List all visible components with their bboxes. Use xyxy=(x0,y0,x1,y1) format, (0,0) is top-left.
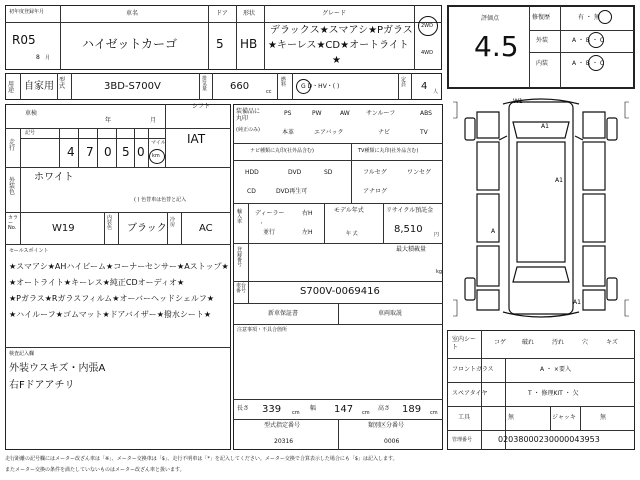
reg-month: 8 xyxy=(36,54,40,61)
car-name-label: 車名 xyxy=(126,10,139,17)
recycle-label: リサイクル預託金 xyxy=(386,207,434,214)
mark-w1: W1 xyxy=(513,98,523,105)
model-year-unit: 年 式 xyxy=(346,231,358,237)
class-no-label: 類別区分番号 xyxy=(368,422,405,429)
max-load-label: 最大積載量 xyxy=(396,246,427,253)
color-label: 外装色 xyxy=(9,177,16,196)
recycle-unit: 円 xyxy=(434,232,440,238)
chassis-label: 車台番号 xyxy=(236,283,247,294)
recycle-fee: 8,510 xyxy=(394,224,423,235)
type-no-label: 型式指定番号 xyxy=(264,422,301,429)
repair-none-circle xyxy=(598,10,612,24)
seat-hole: 穴 xyxy=(582,339,589,346)
navi-type-label: ナビ種類に丸印(社外品含む) xyxy=(250,148,314,154)
capacity-unit: 人 xyxy=(433,89,439,95)
navi-dvd: DVD xyxy=(288,169,302,176)
class-no: 0006 xyxy=(384,438,400,445)
equip-airbag: エアバック xyxy=(314,129,344,136)
tool-label: 工具 xyxy=(458,414,471,421)
mark-a1-rear: A1 xyxy=(573,299,581,306)
equip-pw: PW xyxy=(312,110,322,117)
width-label: 幅 xyxy=(310,405,317,412)
mgmt-no: 02038000230000043953 xyxy=(498,435,600,444)
ac: AC xyxy=(199,223,213,234)
odo-digit-1: 4 xyxy=(67,145,75,159)
model-label: 型式 xyxy=(59,77,66,90)
length: 339 xyxy=(262,404,282,415)
use-value: 自家用 xyxy=(24,81,54,92)
score-label: 評価点 xyxy=(481,15,500,22)
max-load-unit: kg xyxy=(436,269,443,275)
import-dealer: ディーラー xyxy=(255,210,285,217)
width-unit: cm xyxy=(362,410,370,416)
odo-sub-label: 記号 xyxy=(25,130,36,136)
spare-value: T ・ 修理KIT ・ 欠 xyxy=(528,390,579,397)
length-label: 長さ xyxy=(237,405,250,412)
regno-label: 登録番号 xyxy=(237,247,243,268)
model-year-label: モデル年式 xyxy=(334,207,364,214)
capacity: 4 xyxy=(421,81,428,92)
color-note: ( ) 色替車は色替と記入 xyxy=(134,197,187,203)
mark-a-left: A xyxy=(491,228,496,235)
color-no-label: カラー No. xyxy=(8,215,19,231)
equip-label: 装備品に丸印 xyxy=(236,108,261,123)
odo-unit-mile: マイル xyxy=(151,140,166,146)
fuel-options: G D・HV・( ) xyxy=(301,83,340,90)
int-color: ブラック xyxy=(127,223,167,234)
int-options: A ・ B ・ C xyxy=(572,60,605,67)
sales-line-4: ★ハイルーフ★ゴムマット★ドアバイザー★撥水シート★ xyxy=(9,310,212,319)
equip-tv: TV xyxy=(420,129,428,136)
chassis-no: S700V-0069416 xyxy=(300,286,380,297)
capacity-label: 定員 xyxy=(401,77,407,88)
sales-label: セールスポイント xyxy=(9,248,49,254)
height-unit: cm xyxy=(430,410,438,416)
remark-label: 注意事項・不具合箇所 xyxy=(237,327,288,333)
reg-date-label: 初年度登録年月 xyxy=(9,9,45,15)
jack-label: ジャッキ xyxy=(552,414,576,421)
ac-label: 冷房 xyxy=(170,217,176,228)
shift: IAT xyxy=(187,132,206,146)
height-label: 高さ xyxy=(378,405,391,412)
model-code: 3BD-S700V xyxy=(104,81,161,92)
tv-type-label: TV種類に丸印(社外品含む) xyxy=(358,148,419,154)
engine-cc: 660 xyxy=(230,81,250,92)
inspection-month-unit: 月 xyxy=(150,117,157,124)
equip-aw: AW xyxy=(340,110,350,117)
seat-burn: コゲ xyxy=(494,339,507,346)
import-parallel: 並行 xyxy=(263,229,276,236)
equip-navi: ナビ xyxy=(378,129,391,136)
jack-value: 無 xyxy=(600,414,607,421)
mgmt-label: 管理番号 xyxy=(452,437,473,443)
ext-options: A ・ B ・ C xyxy=(572,37,605,44)
shape-label: 形状 xyxy=(243,10,256,17)
type-no: 20316 xyxy=(274,438,294,445)
cc-unit: cc xyxy=(266,89,272,95)
footer-note-1: 走行距離の記号欄にはメーター改ざん車は「※」、メーター交換車は「$」、走行不明車は「*」を記入してください。メーター交換で合算表示した場合にも「$」は記入します。 xyxy=(5,456,398,462)
reg-month-unit: 月 xyxy=(45,55,51,61)
tool-value: 無 xyxy=(508,414,515,421)
ext-b-circle xyxy=(588,32,604,48)
length-unit: cm xyxy=(292,410,300,416)
score: 4.5 xyxy=(474,30,519,63)
odo-unit-km: km xyxy=(152,153,160,159)
tv-fullseg: フルセグ xyxy=(363,169,387,176)
import-dot: ・ xyxy=(259,221,265,227)
navi-hdd: HDD xyxy=(245,169,259,176)
sales-line-3: ★Pガラス★Rガラスフィルム★オーバーヘッドシェルフ★ xyxy=(9,294,215,303)
seat-tear: 破れ xyxy=(522,339,535,346)
inspection-label: 車検 xyxy=(25,110,38,117)
door-count: 5 xyxy=(216,37,224,51)
mark-a1-roof: A1 xyxy=(555,177,563,184)
spare-label: スペアタイヤ xyxy=(452,390,488,397)
int-b-circle xyxy=(588,55,604,71)
fuel-label: 燃料 xyxy=(281,77,287,88)
manual-label: 車両取説 xyxy=(378,310,403,317)
import-label: 輸入車 xyxy=(237,209,243,225)
odo-digit-4: 5 xyxy=(122,145,130,159)
car-damage-diagram xyxy=(447,92,635,327)
repair-options: 有 ・ 無 xyxy=(578,14,600,21)
inspection-year-unit: 年 xyxy=(105,117,112,124)
tv-oneseg: ワンセグ xyxy=(407,169,432,176)
equip-abs: ABS xyxy=(420,110,432,117)
warranty-label: 新車保証書 xyxy=(268,310,299,317)
grade-label: グレード xyxy=(322,10,347,17)
grade-line-3: ★ xyxy=(332,55,341,66)
navi-dvd-play: DVD再生可 xyxy=(276,188,308,195)
left-column xyxy=(5,104,231,450)
notes-line-2: 右Fドアアチリ xyxy=(9,380,75,391)
repair-label: 修復歴 xyxy=(532,14,551,21)
right-hand: 右H xyxy=(302,210,313,217)
sales-line-1: ★スマアシ★AHハイビーム★コーナーセンサー★Aストップ★ xyxy=(9,262,229,271)
mark-a1-front: A1 xyxy=(541,123,549,130)
int-color-label: 内装色 xyxy=(107,215,113,231)
grade-line-1: デラックス★スマアシ★Pガラス xyxy=(270,25,413,36)
odo-digit-2: 7 xyxy=(86,145,94,159)
door-label: ドア xyxy=(216,10,228,17)
windshield-label: フロントガラス xyxy=(452,366,494,373)
navi-sd: SD xyxy=(324,169,333,176)
seat-stain: 汚れ xyxy=(552,339,565,346)
drive-2wd: 2WD xyxy=(421,23,433,29)
cc-label: 排気量 xyxy=(202,76,208,92)
navi-cd: CD xyxy=(247,188,256,195)
odo-digit-3: 0 xyxy=(104,145,112,159)
equip-sunroof: サンルーフ xyxy=(366,110,396,117)
color-no: W19 xyxy=(52,223,75,234)
ext-label: 外装 xyxy=(536,37,549,44)
notes-line-1: 外装ウスキズ・内張A xyxy=(9,363,106,374)
seat-scratch: キズ xyxy=(606,339,618,346)
car-name: ハイゼットカーゴ xyxy=(82,37,178,51)
int-label: 内装 xyxy=(536,60,549,67)
footer-note-2: またメーター交換の条件を満たしていないものはメーター改ざん車と扱います。 xyxy=(5,467,185,473)
tv-analog: アナログ xyxy=(363,188,388,195)
body-shape: HB xyxy=(240,37,258,51)
notes-label: 検査記入欄 xyxy=(9,351,35,357)
odo-label: 走行 xyxy=(9,139,16,152)
grade-line-2: ★キーレス★CD★オートライト xyxy=(268,40,409,51)
equip-sub: (純正のみ) xyxy=(236,127,260,133)
sales-line-2: ★オートライト★キーレス★純正CDオーディオ★ xyxy=(9,278,185,287)
drive-4wd: 4WD xyxy=(421,50,433,56)
left-hand: 左H xyxy=(302,229,313,236)
width: 147 xyxy=(334,404,354,415)
reg-year: R05 xyxy=(12,33,36,47)
shift-label: シフト xyxy=(192,103,211,110)
equip-leather: 本革 xyxy=(282,129,295,136)
windshield-value: A ・ ×要入 xyxy=(540,366,571,373)
odo-digit-5: 0 xyxy=(137,145,145,159)
use-label: 用途 xyxy=(8,81,15,94)
equip-ps: PS xyxy=(284,110,292,117)
seat-label: 室内シート xyxy=(452,336,477,351)
height: 189 xyxy=(402,404,422,415)
body-color: ホワイト xyxy=(34,172,74,183)
